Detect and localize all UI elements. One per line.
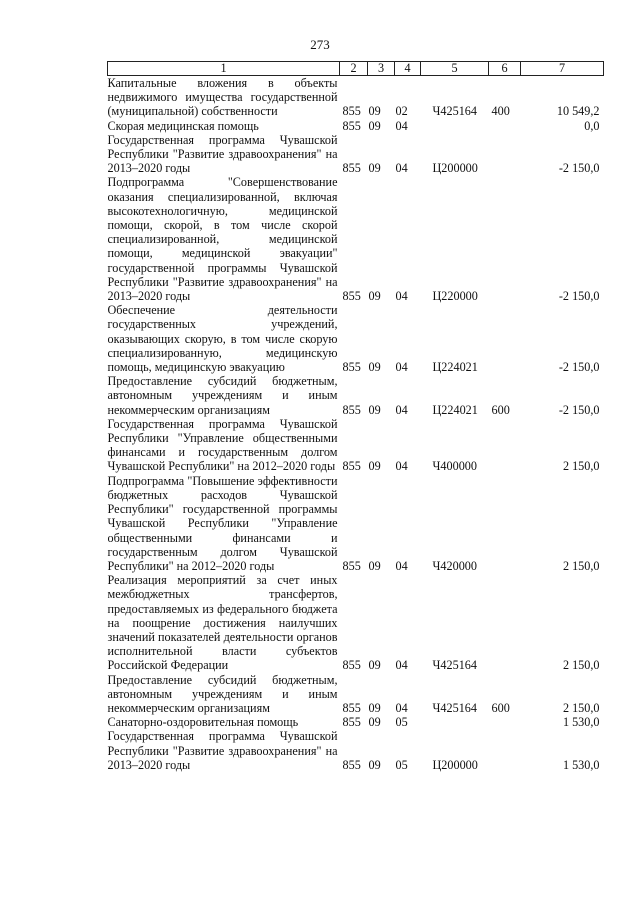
- row-chapter: 855: [342, 700, 361, 715]
- row-expense-type: [489, 133, 521, 176]
- row-article: [421, 119, 489, 133]
- table-row: [108, 303, 604, 374]
- row-expense-type: [489, 119, 521, 133]
- row-amount: 2 150,0: [562, 558, 600, 573]
- row-chapter: 855: [342, 402, 361, 417]
- row-subsection: 04: [395, 360, 408, 375]
- row-article: [421, 715, 489, 729]
- row-article: Ч400000: [432, 459, 477, 474]
- row-name: Предоставление субсидий бюджетным, автономным учреждениям и иным некоммерческим организациям: [107, 672, 338, 715]
- row-subsection: 05: [395, 757, 408, 772]
- row-chapter: 855: [342, 161, 361, 176]
- row-subsection: 04: [395, 118, 408, 133]
- row-subsection: 04: [395, 459, 408, 474]
- row-subsection: 05: [395, 715, 408, 730]
- row-section: 09: [368, 658, 381, 673]
- row-section: 09: [368, 289, 381, 304]
- row-amount: 2 150,0: [562, 658, 600, 673]
- table-body: [108, 76, 604, 772]
- row-section: 09: [368, 757, 381, 772]
- table-row: [108, 729, 604, 772]
- table-row: [108, 175, 604, 303]
- table-row: [108, 417, 604, 474]
- row-subsection: 02: [395, 104, 408, 119]
- table-row: [108, 673, 604, 716]
- row-chapter: 855: [342, 289, 361, 304]
- row-section: 09: [368, 700, 381, 715]
- row-name: Государственная программа Чувашской Республики "Управление общественными финансами и государственным долгом Чувашской Республики" на 2012–2020 годы: [107, 416, 338, 474]
- row-name: Капитальные вложения в объекты недвижимого имущества государственной (муниципальной) собственности: [107, 76, 338, 119]
- row-subsection: 04: [395, 658, 408, 673]
- row-amount: 2 150,0: [562, 459, 600, 474]
- header-row: [108, 62, 604, 76]
- row-name: Подпрограмма "Повышение эффективности бюджетных расходов Чувашской Республики" государственной программы Чувашской Республики "Управление общественными финансами и государственным долгом Чувашской Республики" на 2012–2020 годы: [107, 473, 338, 573]
- row-amount: 10 549,2: [556, 104, 600, 119]
- page-number: 273: [310, 37, 330, 52]
- header-col-3: 3: [368, 62, 395, 76]
- header-col-7: 7: [521, 62, 604, 76]
- header-col-4: 4: [395, 62, 421, 76]
- row-article: Ч425164: [432, 700, 477, 715]
- row-section: 09: [368, 402, 381, 417]
- row-amount: 2 150,0: [562, 700, 600, 715]
- row-amount: -2 150,0: [558, 360, 600, 375]
- row-expense-type: 600: [491, 402, 510, 417]
- row-article: Ч425164: [432, 658, 477, 673]
- row-section: 09: [368, 161, 381, 176]
- row-chapter: 855: [342, 658, 361, 673]
- table-row: [108, 76, 604, 119]
- row-name: Реализация мероприятий за счет иных межбюджетных трансфертов, предоставляемых из федерального бюджета на поощрение достижения наилучших значений показателей деятельности органов исполнительной власти субъектов Российской Федерации: [107, 573, 338, 673]
- row-section: 09: [368, 104, 381, 119]
- table-row: [108, 573, 604, 672]
- row-chapter: 855: [342, 757, 361, 772]
- row-chapter: 855: [342, 104, 361, 119]
- row-expense-type: [489, 715, 521, 729]
- row-name: Обеспечение деятельности государственных учреждений, оказывающих скорую, в том числе скорую специализированную, медицинскую помощь, медицинскую эвакуацию: [107, 303, 338, 375]
- row-expense-type: 600: [491, 700, 510, 715]
- row-subsection: 04: [395, 289, 408, 304]
- row-name: Предоставление субсидий бюджетным, автономным учреждениям и иным некоммерческим организациям: [107, 374, 338, 417]
- row-expense-type: [489, 729, 521, 772]
- row-expense-type: [489, 573, 521, 672]
- header-col-5: 5: [421, 62, 489, 76]
- budget-table: [107, 61, 604, 772]
- row-section: 09: [368, 459, 381, 474]
- row-name: Санаторно-оздоровительная помощь: [107, 715, 299, 730]
- row-amount: -2 150,0: [558, 289, 600, 304]
- row-amount: 1 530,0: [562, 757, 600, 772]
- row-chapter: 855: [342, 360, 361, 375]
- table-row: [108, 119, 604, 133]
- table-row: [108, 374, 604, 417]
- row-expense-type: [489, 303, 521, 374]
- row-section: 09: [368, 558, 381, 573]
- row-amount: 1 530,0: [562, 715, 600, 730]
- table-row: [108, 133, 604, 176]
- row-section: 09: [368, 360, 381, 375]
- row-chapter: 855: [342, 459, 361, 474]
- row-expense-type: [489, 474, 521, 573]
- row-chapter: 855: [342, 715, 361, 730]
- row-article: Ц224021: [432, 360, 478, 375]
- row-subsection: 04: [395, 402, 408, 417]
- row-amount: -2 150,0: [558, 402, 600, 417]
- row-article: Ц200000: [432, 161, 478, 176]
- row-article: Ч420000: [432, 558, 477, 573]
- row-subsection: 04: [395, 161, 408, 176]
- header-col-2: 2: [340, 62, 368, 76]
- row-section: 09: [368, 118, 381, 133]
- table-header: [108, 62, 604, 76]
- row-subsection: 04: [395, 558, 408, 573]
- row-name: Государственная программа Чувашской Республики "Развитие здравоохранения" на 2013–2020 годы: [107, 132, 338, 176]
- header-col-6: 6: [489, 62, 521, 76]
- row-name: Государственная программа Чувашской Республики "Развитие здравоохранения" на 2013–2020 годы: [107, 729, 338, 772]
- row-subsection: 04: [395, 700, 408, 715]
- row-name: Скорая медицинская помощь: [107, 118, 259, 133]
- row-article: Ц200000: [432, 757, 478, 772]
- row-chapter: 855: [342, 118, 361, 133]
- row-expense-type: 400: [491, 104, 510, 119]
- row-article: Ц220000: [432, 289, 478, 304]
- row-article: Ч425164: [432, 104, 477, 119]
- row-expense-type: [489, 175, 521, 303]
- table-row: [108, 715, 604, 729]
- row-name: Подпрограмма "Совершенствование оказания специализированной, включая высокотехнологичную, медицинской помощи, скорой, в том числе скорой специализированной, медицинской помощи, медицинской эвакуации" государственной программы Чувашской Республики "Развитие здравоохранения" на 2013–2020 годы: [107, 175, 338, 304]
- row-amount: 0,0: [584, 118, 600, 133]
- header-col-1: 1: [108, 62, 340, 76]
- row-chapter: 855: [342, 558, 361, 573]
- row-section: 09: [368, 715, 381, 730]
- row-expense-type: [489, 417, 521, 474]
- table-row: [108, 474, 604, 573]
- row-amount: -2 150,0: [558, 161, 600, 176]
- row-article: Ц224021: [432, 402, 478, 417]
